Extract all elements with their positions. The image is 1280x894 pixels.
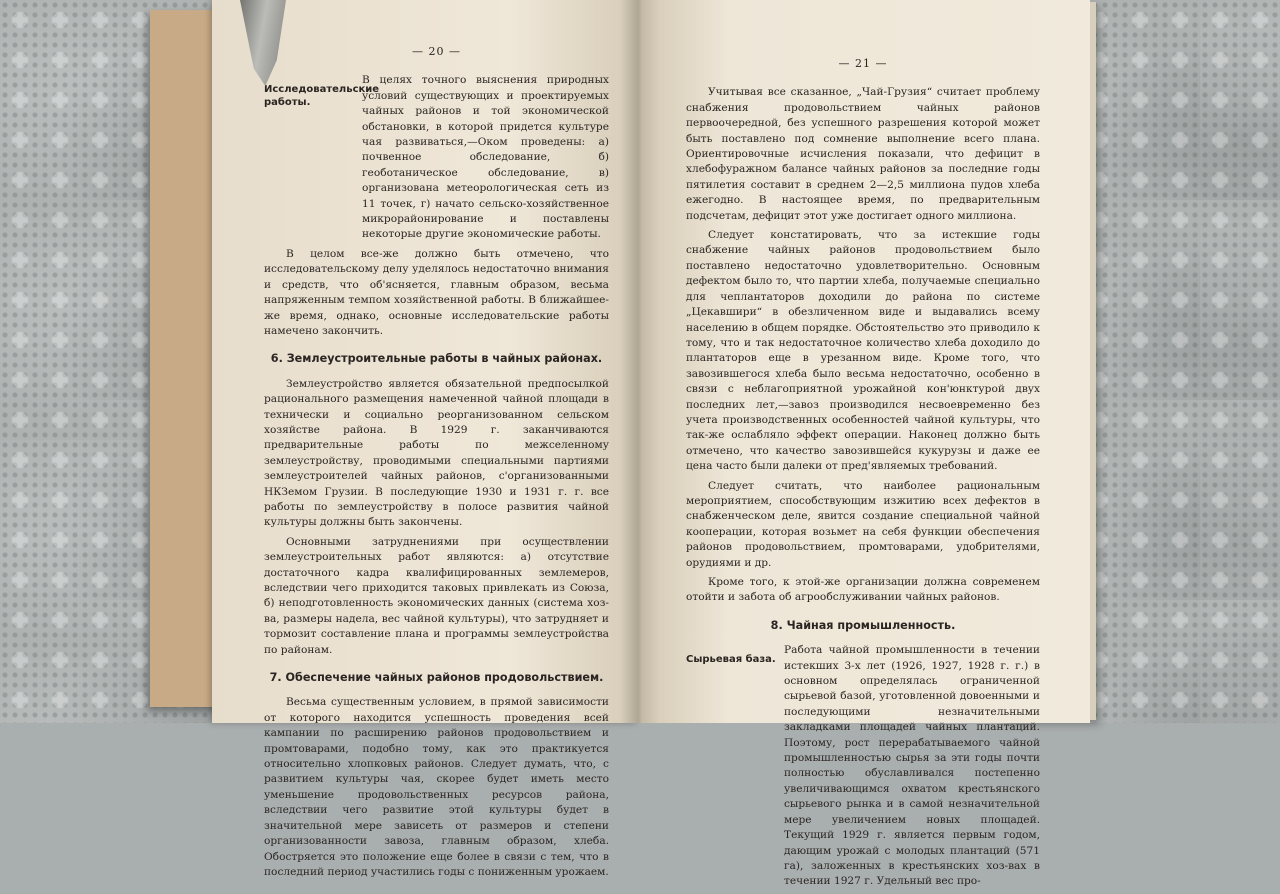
heading-section-6: 6. Землеустроительные работы в чайных районах.	[270, 352, 603, 366]
paragraph-r-3: Следует считать, что наиболее рациональным мероприятием, способствующим изжитию всех дефектов в снабженческом деле, явится создание специальной чайной кооперации, которая возьмет на себя функции обеспечения районов продовольствием, промтоварами, удобрителями, орудиями и др.	[686, 479, 1040, 569]
heading-section-7: 7. Обеспечение чайных районов продовольствием.	[269, 671, 604, 685]
paragraph-r-1: Учитывая все сказанное, „Чай-Грузия“ считает проблему снабжения продовольствием чайных районов первоочередной, без успешного разрешения которой может быть поставлено под сомнение выполнение всего плана. Ориентировочные исчисления показали, что дефицит в хлебофуражном балансе чайных районов за последние годы пятилетия составит в среднем 2—2,5 миллиона пудов хлеба ежегодно. В настоящее время, по предварительным подсчетам, дефицит этот уже достигает одного миллиона.	[686, 86, 1040, 222]
paragraph-r-4: Кроме того, к этой-же организации должна современем отойти и забота об агрообслуживании чайных районов.	[686, 576, 1040, 604]
page-number-left: — 20 —	[412, 45, 461, 58]
paragraph-6-1: Землеустройство является обязательной предпосылкой рационального размещения намеченной чайной площади в технически и социально реорганизованном сельском хозяйстве района. В 1929 г. заканчиваются предварительные работы по межселенному землеустройству, проводимыми специальными партиями землеустроителей чайных районов, с'организованными НКЗемом Грузии. В последующие 1930 и 1931 г. г. все работы по землеустройству в полосе развития чайной культуры должны быть закончены.	[264, 377, 609, 529]
side-label-research: Исследовательские работы.	[264, 84, 380, 109]
page-number-right: — 21 —	[838, 57, 888, 70]
paragraph-research: В целях точного выяснения природных условий существующих и проектируемых чайных районов и той экономической обстановки, в которой придется культуре чая развиваться,—Оком проведены: а) почвенное обследование, б) геоботаническое обследование, в) организована метеорологическая сеть из 11 точек, г) начато сельско-хозяйственное микрорайонирование и поставлены некоторые другие экономические работы.	[362, 74, 609, 241]
left-page	[212, 0, 638, 878]
raw-base-section	[686, 643, 1040, 894]
paragraph-7-1: Весьма существенным условием, в прямой зависимости от которого находится успешность проведения всей кампании по расширению районов продовольствием и промтоварами, подобно тому, как это практикуется относительно хлопковых районов. Следует думать, что, с развитием культуры чая, скорее будет иметь место уменьшение продовольственных ресурсов района, вследствии чего развитие этой культуры будет в значительной мере зависеть от размеров и степени организованности завоза, главным образом, хлеба. Обостряется это положение еще более в связи с тем, что в последний период участились годы с пониженным урожаем.	[264, 696, 609, 878]
heading-section-8: 8. Чайная промышленность.	[770, 618, 956, 632]
paragraph-r-2: Следует констатировать, что за истекшие годы снабжение чайных районов продовольствием было поставлено недостаточно удовлетворительно. Основным дефектом было то, что партии хлеба, получаемые специально для чеплантаторов доходили до района по системе „Цекавшири“ в обезличенном виде и выдавались всему населению в общем порядке. Обстоятельство это приводило к тому, что и так недостаточное количество хлеба доходило до плантаторов еще в урезанном виде. Кроме того, что завозившегося хлеба было весьма недостаточно, особенно в связи с неблагоприятной урожайной кон'юнктурой двух последних лет,—завоз производился несвоевременно без учета производственных особенностей чайной культуры, что так-же ослабляло эффект операции. Наконец должно быть отмечено, что качество завозившейся кукурузы и даже ее цена часто были далеки от пред'являемых требований.	[686, 229, 1040, 473]
side-label-raw-base: Сырьевая база.	[686, 654, 776, 666]
paragraph-8-1: Работа чайной промышленности в течении истекших 3-х лет (1926, 1927, 1928 г. г.) в основном определялась ограниченной сырьевой базой, уготовленной довоенными и последующими незначительными закладками площадей чайных плантаций. Поэтому, рост перерабатываемого чайной промышленностью сырья за эти годы почти полностью обуславливался постепенно увеличивающимся охватом крестьянского сырьевого рынка и в самой незначительной мере увеличением новых площадей. Текущий 1929 г. является первым годом, дающим урожай с молодых плантаций (571 га), заложенных в крестьянских хоз-вах в течении 1927 г. Удельный вес про-	[784, 644, 1040, 888]
research-section	[264, 73, 609, 246]
left-page-content	[264, 44, 609, 884]
right-page-content	[686, 56, 1040, 894]
book-spine-shadow	[620, 0, 660, 723]
right-page	[638, 0, 1090, 888]
paragraph-6-2: Основными затруднениями при осуществлении землеустроительных работ являются: а) отсутствие достаточного кадра квалифицированных землемеров, вследствии чего приходится таковых привлекать из Союза, б) неподготовленность экономических данных (система хоз-ва, размеры надела, вес чайной культуры), что затрудняет и тормозит составление плана и программы землеустройства по районам.	[264, 535, 609, 656]
paragraph-research-2: В целом все-же должно быть отмечено, что исследовательскому делу уделялось недостаточно внимания и средств, что об'ясняется, главным образом, весьма напряженным темпом хозяйственной работы. В ближайшее-же время, однако, основные исследовательские работы намечено закончить.	[264, 247, 609, 337]
